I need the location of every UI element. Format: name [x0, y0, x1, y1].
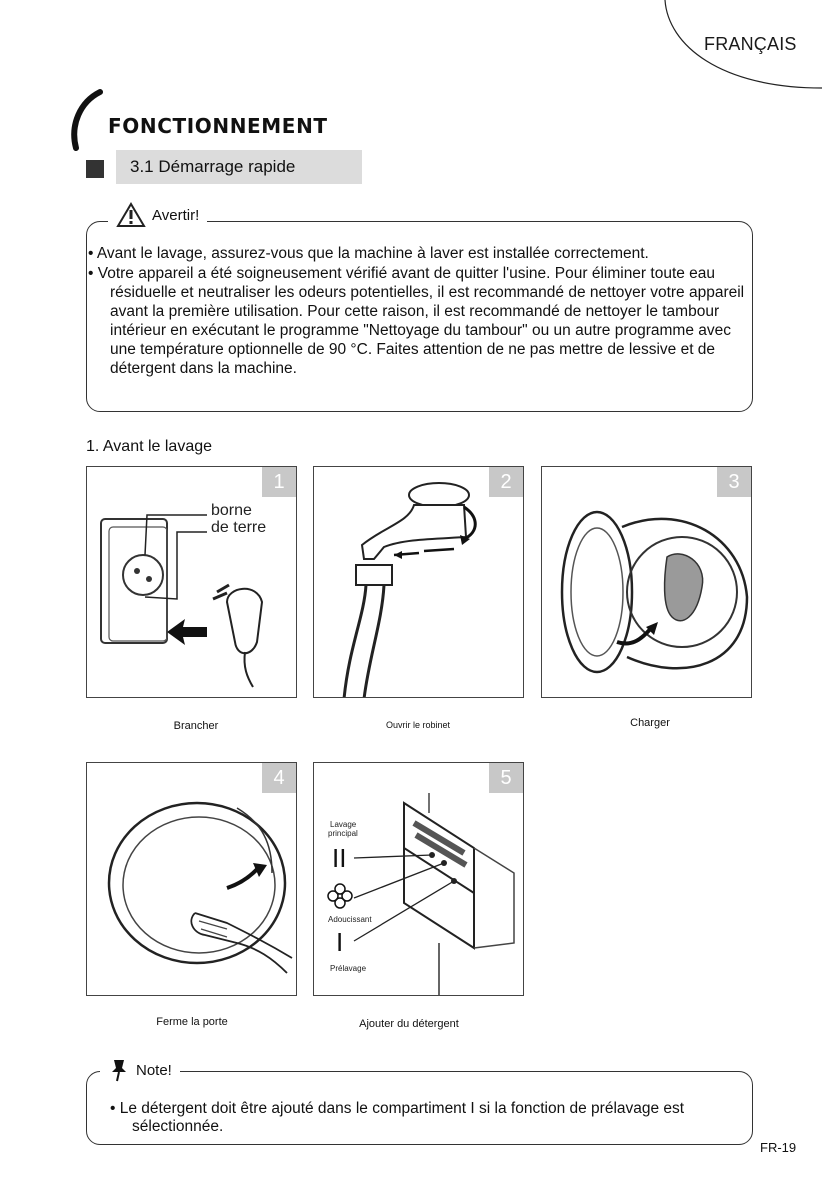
figure-step-4	[86, 762, 297, 996]
caption-step-3: Charger	[630, 717, 670, 729]
page-number: FR-19	[760, 1140, 797, 1155]
note-text: • Le détergent doit être ajouté dans le compartiment I si la fonction de prélavage est sélectionnée.	[110, 1100, 685, 1135]
label-prewash: Prélavage	[330, 964, 367, 973]
step-number: 3	[717, 467, 751, 497]
softener-icon	[328, 884, 352, 908]
load-illustration	[542, 467, 752, 698]
detergent-drawer-illustration	[314, 763, 524, 996]
label-main-wash-2: principal	[328, 829, 358, 838]
figure-step-2	[313, 466, 524, 698]
ground-label-2: de terre	[211, 519, 267, 536]
figure-step-3	[541, 466, 752, 698]
step-number: 5	[489, 763, 523, 793]
close-door-illustration	[87, 763, 297, 996]
socket-illustration	[87, 467, 297, 698]
caption-step-5: Ajouter du détergent	[359, 1018, 459, 1030]
tap-illustration	[314, 467, 524, 698]
note-legend	[100, 1058, 180, 1082]
language-label: FRANÇAIS	[704, 34, 797, 54]
ground-label-1: borne	[211, 502, 252, 519]
step-number: 4	[262, 763, 296, 793]
subsection-title: 3.1 Démarrage rapide	[116, 150, 362, 184]
caption-step-1: Brancher	[173, 720, 219, 732]
warning-legend	[108, 202, 207, 228]
prewash-symbol: I	[336, 927, 344, 957]
label-main-wash-1: Lavage	[330, 820, 357, 829]
main-wash-symbol: II	[332, 843, 347, 873]
pushpin-icon	[108, 1058, 130, 1082]
warning-bullet-1: • Avant le lavage, assurez-vous que la machine à laver est installée correctement.	[88, 245, 649, 262]
warning-bullet-2: • Votre appareil a été soigneusement vérifié avant de quitter l'usine. Pour éliminer toute eau résiduelle et neutraliser les odeurs potentielles, il est recommandé de nettoyer votre appareil avant la première utilisation. Pour cette raison, il est recommandé de nettoyer le tambour intérieur en exécutant le programme "Nettoyage du tambour" ou un autre programme avec une température optionnelle de 90 °C. Faites attention de ne pas mettre de lessive et de détergent dans la machine.	[88, 265, 745, 377]
figure-step-5	[313, 762, 524, 996]
figure-step-1	[86, 466, 297, 698]
label-softener: Adoucissant	[328, 915, 372, 924]
section-marker	[86, 160, 104, 178]
step-number: 2	[489, 467, 523, 497]
caption-step-2: Ouvrir le robinet	[385, 720, 451, 730]
warning-label: Avertir!	[152, 206, 200, 224]
section-title: FONCTIONNEMENT	[108, 114, 328, 138]
step-number: 1	[262, 467, 296, 497]
note-label: Note!	[136, 1061, 172, 1079]
before-wash-heading: 1. Avant le lavage	[86, 438, 213, 455]
warning-text	[88, 244, 748, 379]
caption-step-4: Ferme la porte	[156, 1016, 228, 1028]
warning-icon	[116, 202, 146, 228]
